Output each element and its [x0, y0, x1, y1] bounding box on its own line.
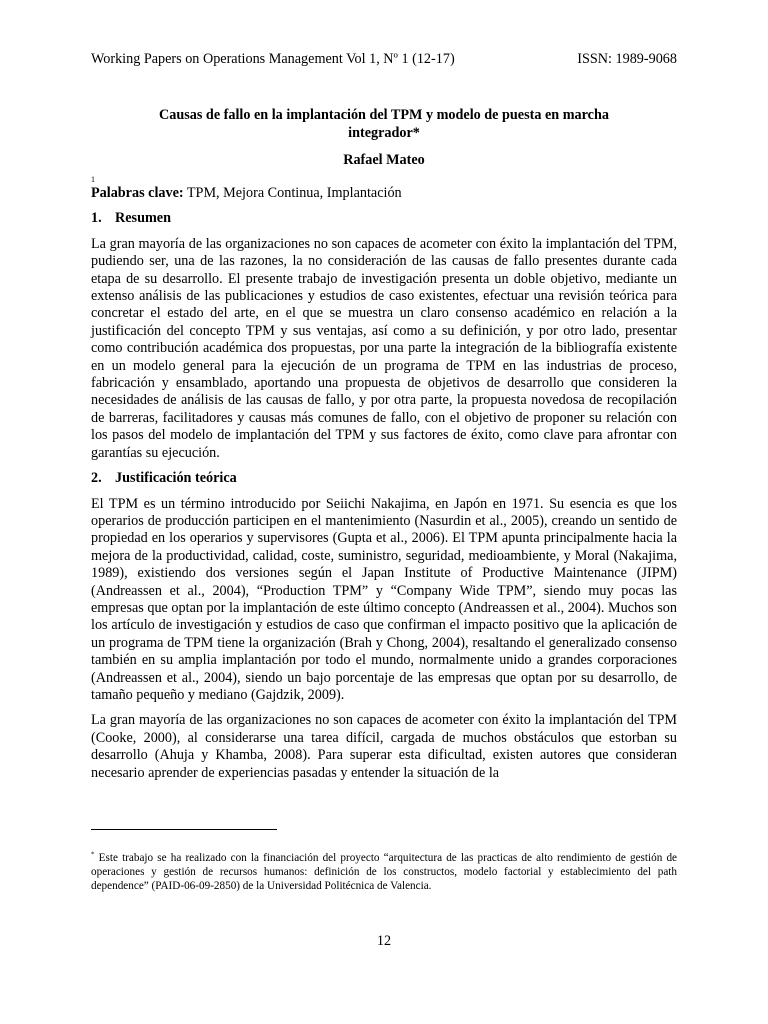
- journal-citation: Working Papers on Operations Management Vol 1, Nº 1 (12-17): [91, 51, 455, 67]
- footnote: [91, 851, 677, 893]
- author-name: Rafael Mateo: [343, 152, 425, 168]
- section-heading-resumen: [91, 210, 677, 227]
- paper-title-line1: Causas de fallo en la implantación del TPM y modelo de puesta en marcha: [159, 107, 609, 123]
- footnote-text: Este trabajo se ha realizado con la financiación del proyecto “arquitectura de las practicas de alto rendimiento de gestión de operaciones y gestión de recursos humanos: definición de los constructos, modelo factorial y establecimiento del path dependence” (PAID-06-09-2850) de la Universidad Politécnica de Valencia.: [91, 852, 677, 892]
- abstract-paragraph: La gran mayoría de las organizaciones no son capaces de acometer con éxito la implantación del TPM, pudiendo ser, una de las razones, la no consideración de las causas de fallo presentes durante cada etapa de su desarrollo. El presente trabajo de investigación presenta un doble objetivo, mediante un extenso análisis de las publicaciones y estudios de caso existentes, efectuar una revisión teórica para concretar el estado del arte, en el que se muestra un claro consenso académico en relación a la justificación del concepto TPM y sus ventajas, así como a su definición, y por otro lado, presentar como contribución académica dos propuestas, por una parte la integración de la bibliografía existente en un modelo general para la ejecución de un programa de TPM en las industrias de proceso, fabricación y ensamblado, aportando una propuesta de objetivos de desarrollo que consideren la necesidades de análisis de las causas de fallo, y por otra parte, la propuesta novedosa de recopilación de barreras, facilitadores y causas más comunes de fallo, con el objetivo de proponer su relación con los pasos del modelo de implantación del TPM y sus factores de éxito, como clave para afrontar con garantías su ejecución.: [91, 235, 677, 461]
- running-header: [91, 50, 677, 68]
- keywords-value: TPM, Mejora Continua, Implantación: [183, 185, 402, 201]
- section-heading-justificacion: [91, 470, 677, 487]
- issn: ISSN: 1989-9068: [577, 51, 677, 67]
- footnote-marker: *: [91, 850, 95, 859]
- section-number: 1.: [91, 210, 102, 227]
- page-number: 12: [376, 933, 392, 949]
- section-number: 2.: [91, 470, 102, 487]
- body-text: [91, 185, 677, 790]
- paper-title-line2: integrador*: [348, 124, 420, 141]
- keywords: [91, 185, 677, 202]
- keywords-label: Palabras clave:: [91, 185, 184, 201]
- section-title: Resumen: [115, 210, 171, 227]
- body-paragraph: El TPM es un término introducido por Seiichi Nakajima, en Japón en 1971. Su esencia es que los operarios de producción participen en el mantenimiento (Nasurdin et al., 2005), creando un sentido de propiedad en los operarios y supervisores (Gupta et al., 2006). El TPM apunta principalmente hacia la mejora de la productividad, calidad, coste, suministro, seguridad, medioambiente, y Moral (Nakajima, 1989), existiendo dos versiones según el Japan Institute of Productive Maintenance (JIPM) (Andreassen et al., 2004), “Production TPM” y “Company Wide TPM”, siendo muy pocas las empresas que optan por la implantación de este último concepto (Andreassen et al., 2004). Muchos son los artículo de investigación y estudios de caso que confirman el impacto positivo que la aplicación de un programa de TPM tiene la organización (Brah y Chong, 2004), resaltando el generalizado consenso también en su amplia implantación por todo el mundo, normalmente unido a grandes corporaciones (Andreassen et al., 2004), siendo un bajo porcentaje de las empresas que optan por su desarrollo, de tamaño pequeño y mediano (Gajdzik, 2009).: [91, 495, 677, 703]
- title-block: [91, 107, 677, 170]
- footnote-reference: 1: [91, 175, 95, 184]
- body-paragraph: La gran mayoría de las organizaciones no son capaces de acometer con éxito la implantación del TPM (Cooke, 2000), al considerarse una tarea difícil, cargada de muchos obstáculos que estorban su desarrollo (Ahuja y Khamba, 2008). Para superar esta dificultad, existen autores que consideran necesario aprender de experiencias pasadas y entender la situación de la: [91, 712, 677, 781]
- footnote-divider: [91, 829, 277, 830]
- section-title: Justificación teórica: [115, 470, 237, 487]
